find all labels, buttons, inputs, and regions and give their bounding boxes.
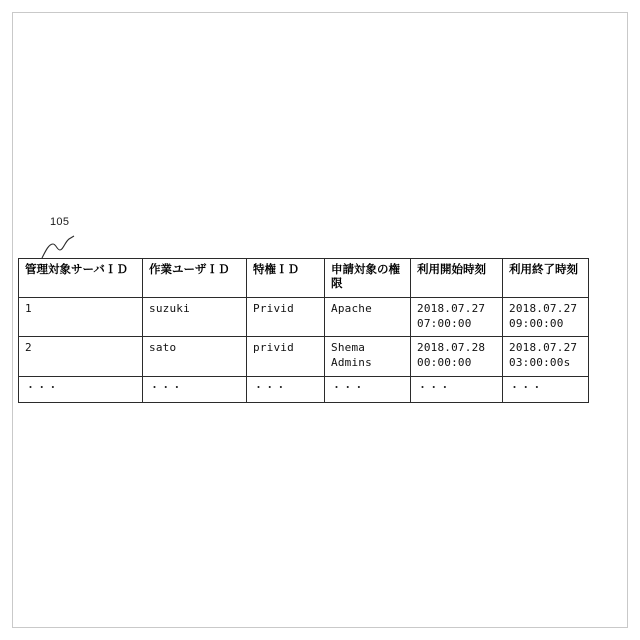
cell-work-user-id: ・・・ xyxy=(143,377,247,403)
cell-privilege-id: Privid xyxy=(247,297,325,337)
cell-privilege-id: privid xyxy=(247,337,325,377)
cell-server-id: 1 xyxy=(19,297,143,337)
cell-work-user-id: sato xyxy=(143,337,247,377)
cell-privilege-id: ・・・ xyxy=(247,377,325,403)
cell-end-time: ・・・ xyxy=(503,377,589,403)
table-row xyxy=(19,337,589,377)
cell-work-user-id: suzuki xyxy=(143,297,247,337)
cell-start-time: ・・・ xyxy=(411,377,503,403)
figure-reference-group xyxy=(40,216,130,262)
cell-requested-authority: Shema Admins xyxy=(325,337,411,377)
figure-reference-number: 105 xyxy=(50,216,70,228)
column-header-privilege-id: 特権ＩＤ xyxy=(247,259,325,298)
column-header-server-id: 管理対象サーバＩＤ xyxy=(19,259,143,298)
table-row xyxy=(19,297,589,337)
privilege-request-table xyxy=(18,258,588,403)
cell-end-time: 2018.07.27 03:00:00s xyxy=(503,337,589,377)
cell-server-id: ・・・ xyxy=(19,377,143,403)
cell-end-time: 2018.07.27 09:00:00 xyxy=(503,297,589,337)
cell-start-time: 2018.07.27 07:00:00 xyxy=(411,297,503,337)
column-header-start-time: 利用開始時刻 xyxy=(411,259,503,298)
table-row xyxy=(19,377,589,403)
column-header-requested-authority: 申請対象の権限 xyxy=(325,259,411,298)
table-header-row xyxy=(19,259,589,298)
leader-line-icon xyxy=(40,230,100,260)
cell-requested-authority: ・・・ xyxy=(325,377,411,403)
table xyxy=(18,258,589,403)
cell-start-time: 2018.07.28 00:00:00 xyxy=(411,337,503,377)
column-header-work-user-id: 作業ユーザＩＤ xyxy=(143,259,247,298)
column-header-end-time: 利用終了時刻 xyxy=(503,259,589,298)
cell-requested-authority: Apache xyxy=(325,297,411,337)
cell-server-id: 2 xyxy=(19,337,143,377)
